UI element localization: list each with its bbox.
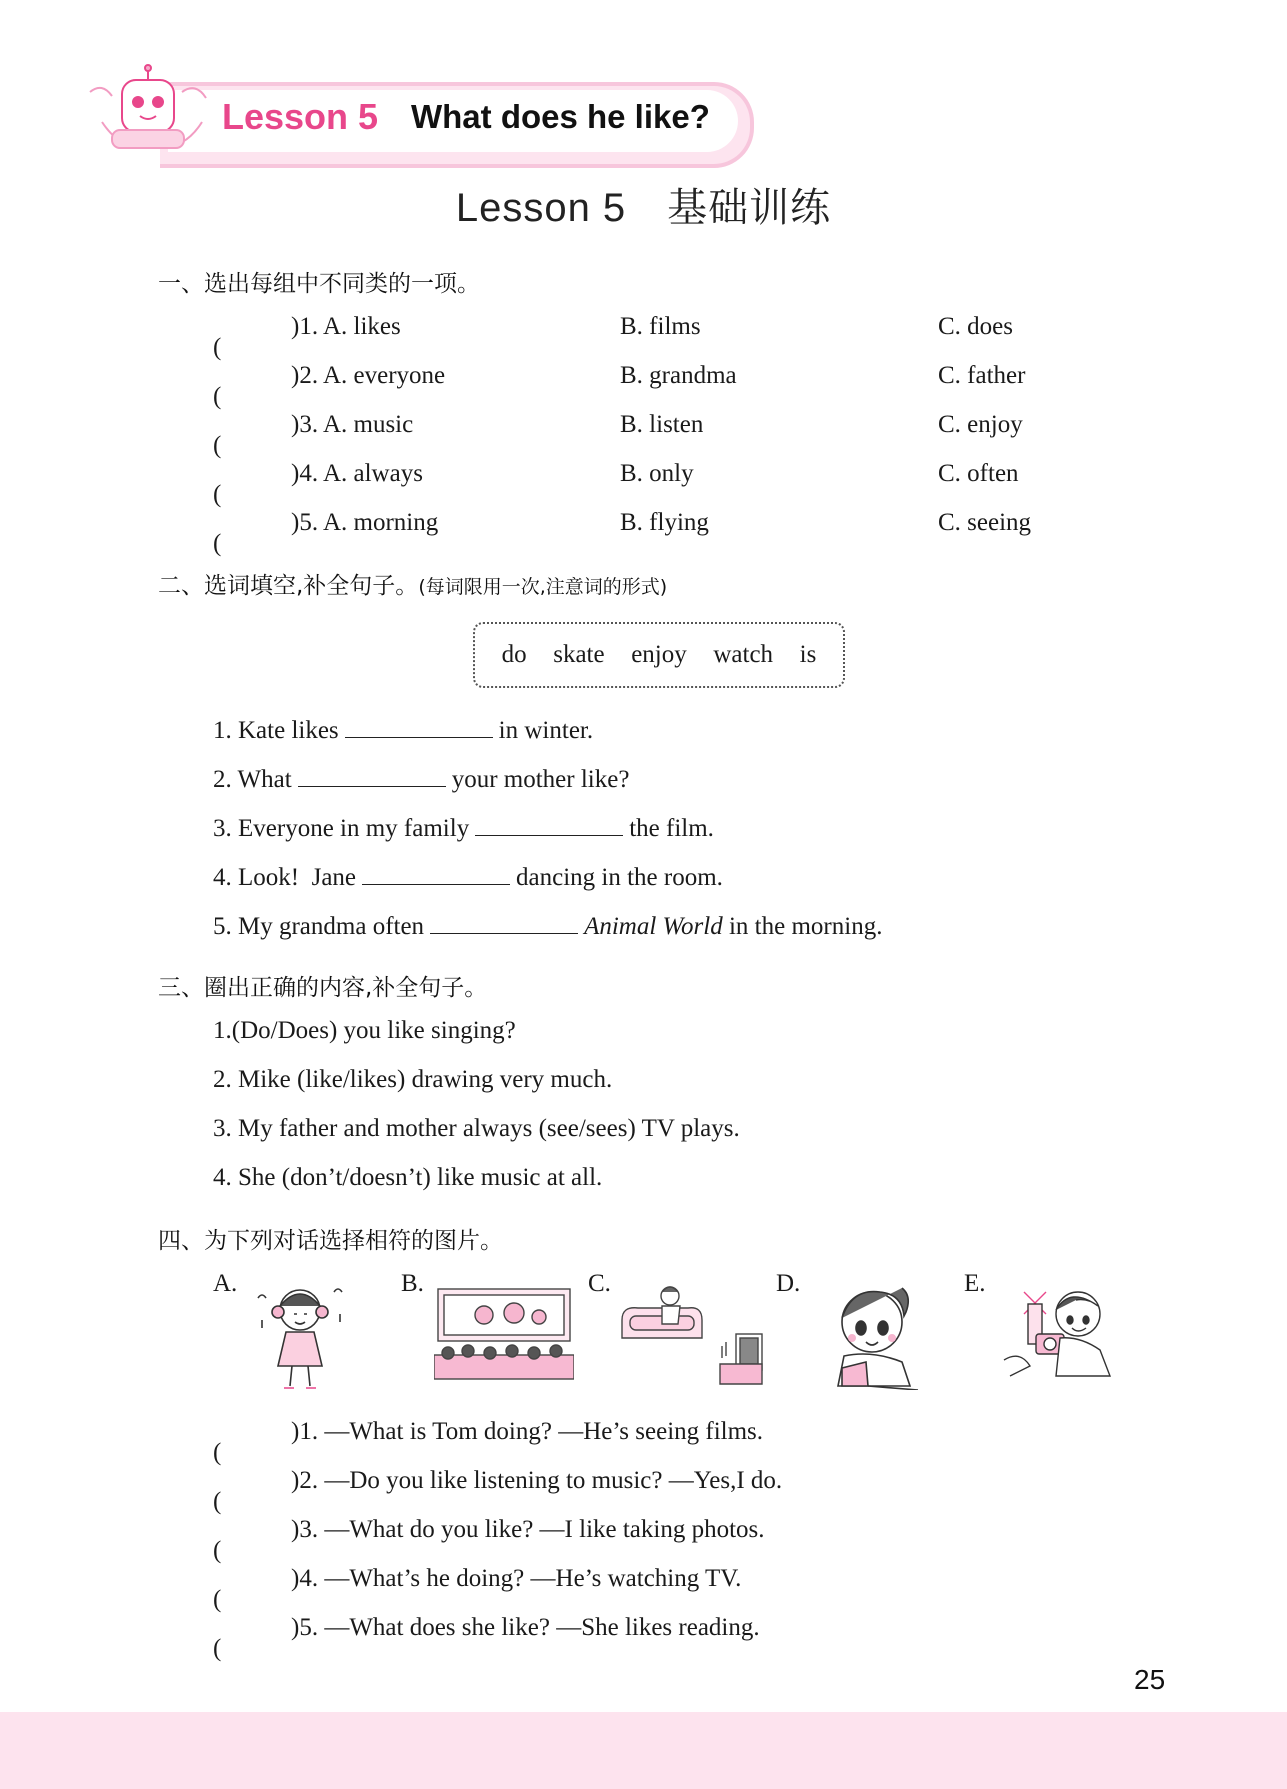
section1-item-c: C. does bbox=[938, 313, 1013, 340]
footer-band bbox=[0, 1712, 1287, 1789]
section1-item-b: B. grandma bbox=[620, 362, 737, 389]
section1-item-a: )5. A. morning bbox=[291, 509, 439, 536]
answer-blank[interactable] bbox=[475, 813, 623, 836]
paren-open: ( bbox=[213, 530, 222, 557]
section1-item-b: B. only bbox=[620, 460, 694, 487]
sentence-italic: Animal World bbox=[584, 913, 723, 940]
paren-open: ( bbox=[213, 1635, 222, 1662]
section2-sentence bbox=[213, 911, 882, 941]
cinema-audience-picture bbox=[434, 1285, 574, 1381]
section2-note: (每词限用一次,注意词的形式) bbox=[418, 576, 668, 598]
mascot-icon bbox=[82, 62, 222, 162]
section4-heading: 四、为下列对话选择相符的图片。 bbox=[158, 1228, 503, 1254]
word-bank-item: enjoy bbox=[631, 641, 687, 668]
section1-item-c: C. seeing bbox=[938, 509, 1032, 536]
section3-sentence: 1.(Do/Does) you like singing? bbox=[213, 1017, 516, 1044]
section1-item bbox=[213, 411, 414, 459]
girl-reading-picture bbox=[822, 1282, 922, 1390]
sentence-before: 4. Look! Jane bbox=[213, 864, 357, 891]
section1-item bbox=[213, 313, 401, 361]
section1-item-b: B. flying bbox=[620, 509, 709, 536]
picture-label: B. bbox=[401, 1270, 424, 1297]
boy-on-sofa-watching-tv-picture bbox=[618, 1280, 768, 1388]
word-bank-item: skate bbox=[553, 641, 605, 668]
dialogue-text: )4. —What’s he doing? —He’s watching TV. bbox=[291, 1565, 742, 1592]
word-bank-item: watch bbox=[713, 641, 774, 668]
section1-item bbox=[213, 362, 446, 410]
section1-item-a: )3. A. music bbox=[291, 411, 414, 438]
picture-label: E. bbox=[964, 1270, 986, 1297]
section1-item-b: B. listen bbox=[620, 411, 704, 438]
section1-item-b: B. films bbox=[620, 313, 701, 340]
page-title: Lesson 5 基础训练 bbox=[455, 186, 832, 230]
paren-open: ( bbox=[213, 481, 222, 508]
section3-heading: 三、圈出正确的内容,补全句子。 bbox=[158, 975, 488, 1001]
picture-label: C. bbox=[588, 1270, 611, 1297]
section2-sentence bbox=[213, 715, 593, 745]
answer-blank[interactable] bbox=[345, 715, 493, 738]
paren-open: ( bbox=[213, 334, 222, 361]
sentence-before: 1. Kate likes bbox=[213, 717, 339, 744]
section4-dialogue bbox=[213, 1516, 765, 1564]
paren-open: ( bbox=[213, 1439, 222, 1466]
answer-blank[interactable] bbox=[298, 764, 446, 787]
answer-blank[interactable] bbox=[430, 911, 578, 934]
section3-sentence: 3. My father and mother always (see/sees) TV plays. bbox=[213, 1115, 740, 1142]
sentence-before: 2. What bbox=[213, 766, 292, 793]
paren-open: ( bbox=[213, 1537, 222, 1564]
section1-item-a: )2. A. everyone bbox=[291, 362, 446, 389]
picture-label: A. bbox=[213, 1270, 238, 1297]
girl-listening-music-picture bbox=[250, 1278, 350, 1394]
paren-open: ( bbox=[213, 1488, 222, 1515]
section2-heading-text: 二、选词填空,补全句子。 bbox=[158, 573, 419, 599]
section1-item bbox=[213, 509, 439, 557]
section1-item-a: )4. A. always bbox=[291, 460, 423, 487]
section2-sentence bbox=[213, 764, 629, 794]
section1-item bbox=[213, 460, 423, 508]
dialogue-text: )5. —What does she like? —She likes reading. bbox=[291, 1614, 760, 1641]
page-number: 25 bbox=[1134, 1664, 1166, 1695]
dialogue-text: )1. —What is Tom doing? —He’s seeing films. bbox=[291, 1418, 764, 1445]
section2-sentence bbox=[213, 862, 723, 892]
dialogue-text: )2. —Do you like listening to music? —Yes,I do. bbox=[291, 1467, 783, 1494]
section1-item-a: )1. A. likes bbox=[291, 313, 401, 340]
section2-heading bbox=[158, 567, 667, 600]
sentence-before: 5. My grandma often bbox=[213, 913, 425, 940]
answer-blank[interactable] bbox=[362, 862, 510, 885]
banner-title: What does he like? bbox=[411, 98, 710, 135]
section2-sentence bbox=[213, 813, 714, 843]
sentence-after: dancing in the room. bbox=[516, 864, 723, 891]
section4-dialogue bbox=[213, 1467, 783, 1515]
banner-lesson-label: Lesson 5 bbox=[222, 96, 379, 137]
paren-open: ( bbox=[213, 432, 222, 459]
section1-item-c: C. often bbox=[938, 460, 1019, 487]
picture-label: D. bbox=[776, 1270, 801, 1297]
section4-dialogue bbox=[213, 1614, 760, 1662]
section3-sentence: 2. Mike (like/likes) drawing very much. bbox=[213, 1066, 613, 1093]
section4-dialogue bbox=[213, 1418, 764, 1466]
sentence-after: the film. bbox=[629, 815, 714, 842]
paren-open: ( bbox=[213, 383, 222, 410]
dialogue-text: )3. —What do you like? —I like taking photos. bbox=[291, 1516, 765, 1543]
section4-dialogue bbox=[213, 1565, 742, 1613]
section3-sentence: 4. She (don’t/doesn’t) like music at all. bbox=[213, 1164, 603, 1191]
sentence-after: your mother like? bbox=[451, 766, 630, 793]
word-bank-item: is bbox=[799, 641, 817, 668]
sentence-before: 3. Everyone in my family bbox=[213, 815, 470, 842]
word-bank bbox=[473, 622, 845, 688]
sentence-after: in winter. bbox=[498, 717, 594, 744]
word-bank-item: do bbox=[501, 641, 527, 668]
sentence-after: in the morning. bbox=[722, 913, 883, 940]
boy-taking-photos-picture bbox=[1000, 1280, 1118, 1388]
section1-item-c: C. father bbox=[938, 362, 1026, 389]
section1-item-c: C. enjoy bbox=[938, 411, 1023, 438]
section1-heading: 一、选出每组中不同类的一项。 bbox=[158, 271, 480, 297]
paren-open: ( bbox=[213, 1586, 222, 1613]
